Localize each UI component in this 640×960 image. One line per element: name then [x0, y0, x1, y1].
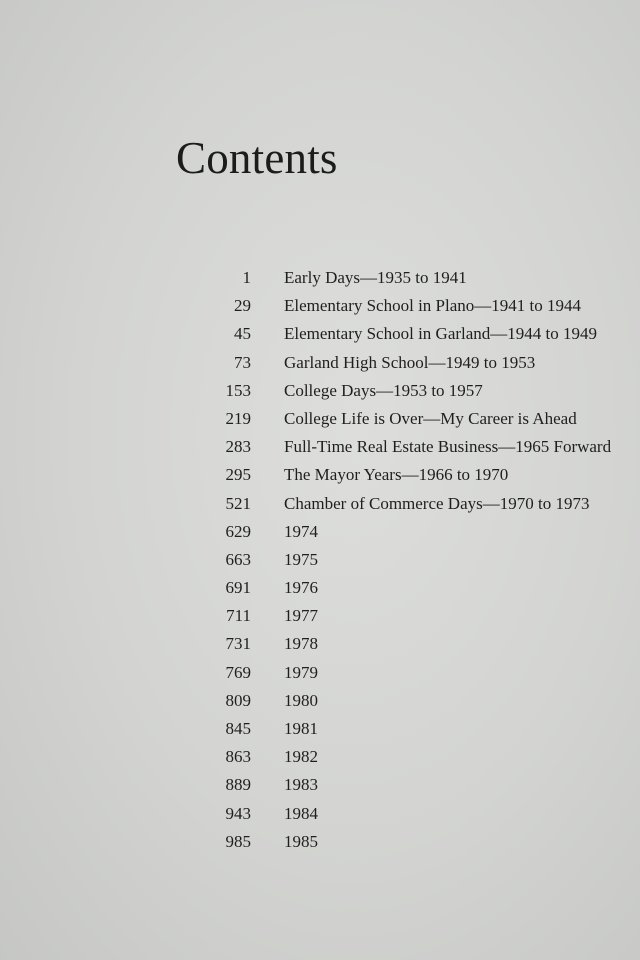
toc-page-number: 295 — [225, 465, 251, 485]
toc-entry — [0, 800, 640, 828]
toc-entry-title: Elementary School in Plano—1941 to 1944 — [284, 296, 581, 316]
page-title: Contents — [176, 133, 338, 183]
toc-page-number: 629 — [225, 521, 251, 541]
toc-entry — [0, 405, 640, 433]
toc-entry-title: Elementary School in Garland—1944 to 1949 — [284, 324, 598, 344]
table-of-contents — [0, 264, 640, 856]
toc-entry — [0, 687, 640, 715]
toc-entry — [0, 349, 640, 377]
toc-page-number: 691 — [225, 578, 251, 598]
toc-entry — [0, 659, 640, 687]
toc-page-number: 73 — [234, 352, 251, 372]
toc-entry — [0, 715, 640, 743]
toc-entry — [0, 602, 640, 630]
toc-entry — [0, 518, 640, 546]
toc-page-number: 29 — [234, 296, 251, 316]
toc-entry-title: Early Days—1935 to 1941 — [284, 268, 467, 287]
toc-entry-title: The Mayor Years—1966 to 1970 — [284, 465, 509, 485]
toc-page-number: 845 — [225, 719, 251, 738]
toc-entry-title: 1975 — [284, 549, 318, 569]
toc-page-number: 153 — [225, 380, 251, 400]
toc-entry-title: Full-Time Real Estate Business—1965 Forward — [284, 437, 612, 457]
toc-page-number: 711 — [226, 606, 251, 626]
toc-entry — [0, 546, 640, 574]
toc-entry — [0, 292, 640, 320]
toc-entry-title: 1982 — [284, 747, 318, 767]
toc-entry-title: College Days—1953 to 1957 — [284, 380, 483, 400]
toc-entry-title: 1981 — [284, 719, 318, 738]
toc-page-number: 663 — [225, 549, 251, 569]
toc-page-number: 283 — [225, 437, 251, 457]
toc-entry — [0, 771, 640, 799]
toc-entry — [0, 377, 640, 405]
toc-page-number: 731 — [225, 634, 251, 654]
toc-page-number: 521 — [225, 493, 251, 513]
toc-entry — [0, 264, 640, 292]
toc-entry-title: Garland High School—1949 to 1953 — [284, 352, 536, 372]
toc-entry-title: 1974 — [284, 521, 318, 541]
toc-page-number: 943 — [225, 803, 251, 823]
toc-entry — [0, 490, 640, 518]
toc-entry — [0, 630, 640, 658]
toc-entry-title: 1983 — [284, 775, 318, 795]
toc-page-number: 863 — [225, 747, 251, 767]
toc-entry — [0, 743, 640, 771]
toc-page-number: 769 — [225, 662, 251, 682]
toc-entry-title: 1980 — [284, 690, 318, 710]
toc-entry-title: College Life is Over—My Career is Ahead — [284, 408, 577, 428]
toc-entry-title: 1976 — [284, 578, 318, 598]
toc-page-number: 1 — [242, 268, 251, 287]
toc-page-number: 985 — [225, 831, 251, 851]
toc-entry — [0, 574, 640, 602]
toc-entry-title: 1985 — [284, 831, 318, 851]
toc-page-number: 809 — [225, 690, 251, 710]
toc-entry — [0, 828, 640, 856]
toc-entry — [0, 461, 640, 489]
toc-page-number: 219 — [225, 408, 251, 428]
toc-entry-title: 1977 — [284, 606, 318, 626]
toc-entry — [0, 433, 640, 461]
toc-entry-title: Chamber of Commerce Days—1970 to 1973 — [284, 493, 590, 513]
toc-entry-title: 1978 — [284, 634, 318, 654]
toc-entry — [0, 320, 640, 348]
toc-page-number: 889 — [225, 775, 251, 795]
toc-entry-title: 1979 — [284, 662, 318, 682]
toc-entry-title: 1984 — [284, 803, 318, 823]
toc-page-number: 45 — [234, 324, 251, 344]
